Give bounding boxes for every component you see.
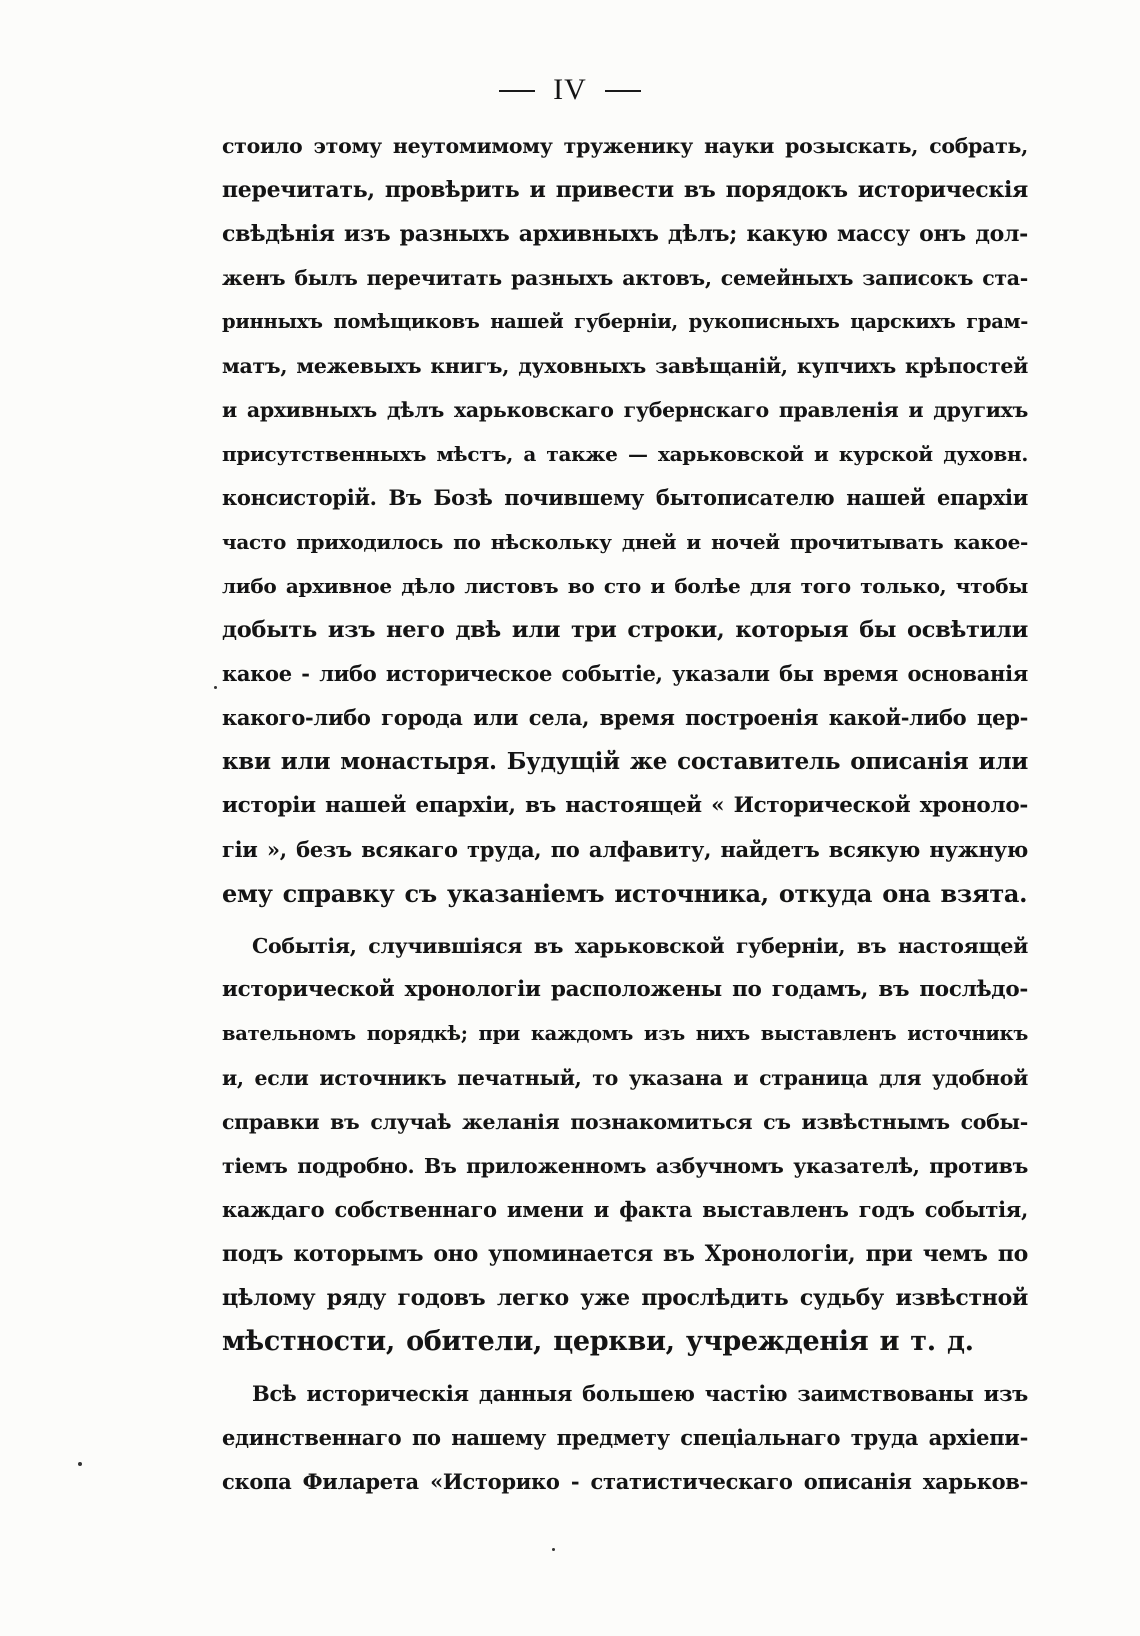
scan-speck	[552, 1548, 555, 1551]
text-line: ринныхъ помѣщиковъ нашей губерніи, рукописныхъ царскихъ грам-	[222, 310, 1028, 333]
text-line: либо архивное дѣло листовъ во сто и болѣе для того только, чтобы	[222, 574, 1028, 598]
text-line: кви или монастыря. Будущій же составитель описанія или	[222, 748, 1028, 775]
header-dash-left	[499, 90, 535, 92]
paragraph	[222, 924, 1028, 1364]
text-line: подъ которымъ оно упоминается въ Хронологіи, при чемъ по	[222, 1241, 1028, 1267]
text-line: скопа Филарета «Историко - статистическаго описанія харьков-	[222, 1469, 1028, 1494]
text-line: ему справку съ указаніемъ источника, откуда она взята.	[222, 879, 1028, 908]
text-line: какое - либо историческое событіе, указали бы время основанія	[222, 661, 1028, 686]
page-header	[0, 72, 1140, 108]
text-line: присутственныхъ мѣстъ, а также — харьковской и курской духовн.	[222, 442, 1028, 466]
text-line: свѣдѣнія изъ разныхъ архивныхъ дѣлъ; какую массу онъ дол-	[222, 221, 1028, 247]
text-line: цѣлому ряду годовъ легко уже прослѣдить судьбу извѣстной	[222, 1285, 1028, 1311]
text-line: и, если источникъ печатный, то указана и страница для удобной	[222, 1066, 1028, 1090]
paragraph	[222, 1372, 1028, 1504]
text-line: матъ, межевыхъ книгъ, духовныхъ завѣщаній, купчихъ крѣпостей	[222, 354, 1028, 378]
text-line: тіемъ подробно. Въ приложенномъ азбучномъ указателѣ, противъ	[222, 1154, 1028, 1178]
text-line: и архивныхъ дѣлъ харьковскаго губернскаго правленія и другихъ	[222, 398, 1028, 422]
page-number: IV	[553, 73, 587, 106]
text-line: исторіи нашей епархіи, въ настоящей « Исторической хроноло-	[222, 793, 1028, 818]
text-line: единственнаго по нашему предмету спеціальнаго труда архіепи-	[222, 1425, 1028, 1450]
text-line: мѣстности, обители, церкви, учрежденія и т. д.	[222, 1326, 974, 1357]
text-line: справки въ случаѣ желанія познакомиться съ извѣстнымъ собы-	[222, 1110, 1028, 1134]
scan-speck	[214, 686, 217, 689]
header-dash-right	[605, 90, 641, 92]
text-line: перечитать, провѣрить и привести въ порядокъ историческія	[222, 177, 1028, 203]
text-line: какого-либо города или села, время построенія какой-либо цер-	[222, 705, 1028, 730]
text-line: консисторій. Въ Бозѣ почившему бытописателю нашей епархіи	[222, 485, 1028, 510]
text-line: гіи », безъ всякаго труда, по алфавиту, найдетъ всякую нужную	[222, 837, 1028, 862]
text-line: часто приходилось по нѣскольку дней и ночей прочитывать какое-	[222, 530, 1028, 554]
text-line: Всѣ историческія данныя большею частію заимствованы изъ	[252, 1381, 1028, 1406]
text-line: женъ былъ перечитать разныхъ актовъ, семейныхъ записокъ ста-	[222, 266, 1028, 290]
text-line: Событія, случившіяся въ харьковской губерніи, въ настоящей	[252, 934, 1028, 958]
text-line: добыть изъ него двѣ или три строки, которыя бы освѣтили	[222, 617, 1028, 643]
text-line: исторической хронологіи расположены по годамъ, въ послѣдо-	[222, 977, 1028, 1002]
scan-speck	[78, 1462, 82, 1466]
text-line: вательномъ порядкѣ; при каждомъ изъ нихъ выставленъ источникъ	[222, 1022, 1028, 1045]
paragraph	[222, 124, 1028, 916]
text-line: каждаго собственнаго имени и факта выставленъ годъ событія,	[222, 1197, 1028, 1222]
body-text	[222, 124, 1028, 1504]
text-line: стоило этому неутомимому труженику науки розыскать, собрать,	[222, 134, 1028, 158]
